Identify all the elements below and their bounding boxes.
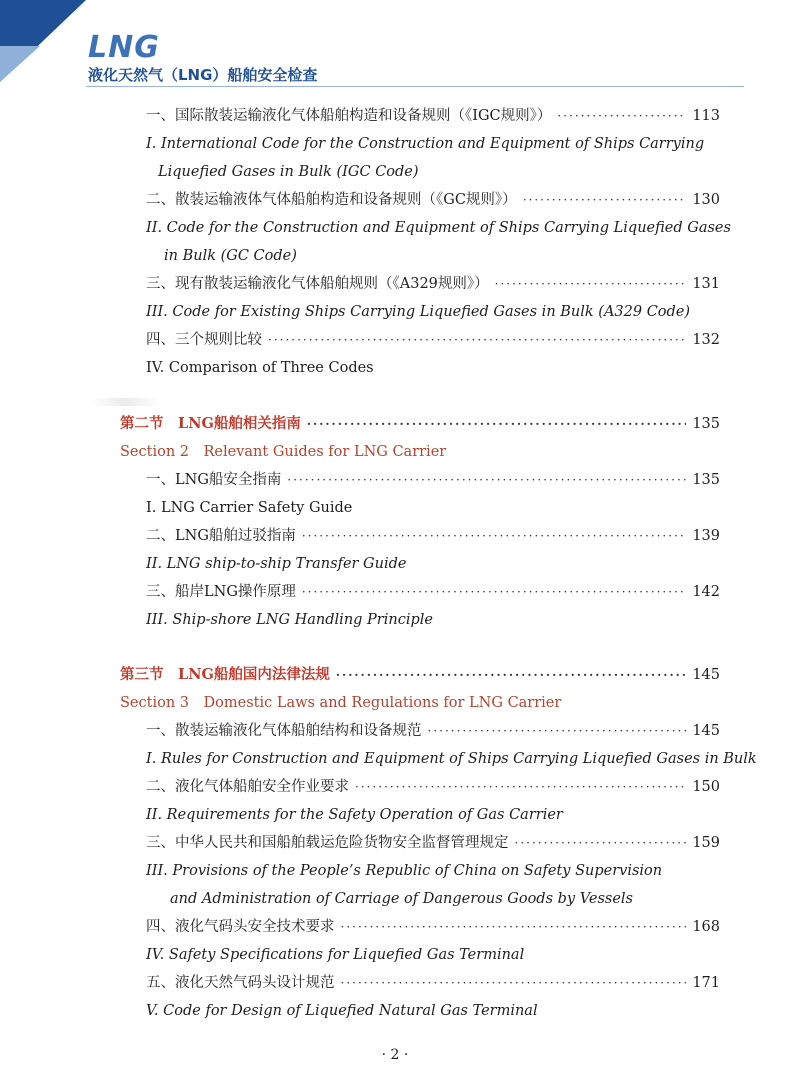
toc-entry-title-zh: 一、LNG船安全指南: [146, 472, 282, 488]
toc-entry: [146, 774, 720, 800]
dot-leader: [307, 411, 686, 437]
toc-entry: [146, 327, 720, 353]
section-title-en: Section 2 Relevant Guides for LNG Carrier: [120, 444, 447, 460]
toc-entry: [146, 271, 720, 297]
dot-leader: [268, 327, 686, 353]
toc-entry-title-en-cont: in Bulk (GC Code): [164, 248, 297, 264]
header-rule: [86, 86, 744, 87]
dot-leader: [557, 103, 686, 129]
toc-entry: [146, 970, 720, 996]
toc-entry: [146, 187, 720, 213]
toc-entry-title-en: I. LNG Carrier Safety Guide: [146, 500, 353, 516]
toc-entry-title-en: II. LNG ship-to-ship Transfer Guide: [146, 556, 407, 572]
header-title: 液化天然气（LNG）船舶安全检查: [88, 66, 318, 84]
toc-entry-title-zh: 四、三个规则比较: [146, 332, 262, 348]
toc-entry-title-zh: 二、散装运输液体气体船舶构造和设备规则（《GC规则》）: [146, 192, 517, 208]
toc-entry: [146, 914, 720, 940]
toc-entry-title-en: IV. Comparison of Three Codes: [146, 360, 374, 376]
toc-entry-title-zh: 三、船岸LNG操作原理: [146, 584, 296, 600]
section-heading: [120, 411, 720, 437]
dot-leader: [302, 523, 686, 549]
header-logo: LNG: [88, 30, 160, 65]
toc-entry-title-zh: 一、国际散装运输液化气体船舶构造和设备规则（《IGC规则》）: [146, 108, 552, 124]
toc-entry-title-zh: 一、散装运输液化气体船舶结构和设备规范: [146, 723, 422, 739]
toc-entry-title-en-cont: Liquefied Gases in Bulk (IGC Code): [158, 164, 419, 180]
toc-entry-title-en: II. Requirements for the Safety Operation of Gas Carrier: [146, 807, 563, 823]
dot-leader: [523, 187, 687, 213]
toc-page-number: 159: [692, 835, 720, 851]
toc-page-number: 150: [692, 779, 720, 795]
toc-entry-title-en: III. Ship-shore LNG Handling Principle: [146, 612, 433, 628]
page-number: · 2 ·: [381, 1047, 409, 1063]
toc-entry-title-zh: 二、液化气体船舶安全作业要求: [146, 779, 349, 795]
toc-page-number: 142: [692, 584, 720, 600]
dot-leader: [495, 271, 687, 297]
toc-page-number: 113: [692, 108, 720, 124]
toc-entry-title-zh: 五、液化天然气码头设计规范: [146, 975, 335, 991]
toc-entry-title-en: I. International Code for the Construction and Equipment of Ships Carrying: [146, 136, 705, 152]
dot-leader: [515, 830, 687, 856]
section-title-zh: 第二节 LNG船舶相关指南: [120, 415, 301, 432]
dot-leader: [428, 718, 687, 744]
toc-entry-title-en: II. Code for the Construction and Equipment of Ships Carrying Liquefied Gases: [146, 220, 731, 236]
toc-page-number: 171: [692, 975, 720, 991]
toc-page-number: 139: [692, 528, 720, 544]
toc-page-number: 135: [692, 416, 720, 432]
toc-page-number: 145: [692, 723, 720, 739]
toc-entry-title-en: V. Code for Design of Liquefied Natural Gas Terminal: [146, 1003, 538, 1019]
section-heading: [120, 662, 720, 688]
section-title-en: Section 3 Domestic Laws and Regulations for LNG Carrier: [120, 695, 562, 711]
page-scuff: [90, 398, 160, 406]
toc-entry: [146, 103, 720, 129]
toc-entry: [146, 830, 720, 856]
toc-entry-title-zh: 二、LNG船舶过驳指南: [146, 528, 296, 544]
toc-page-number: 135: [692, 472, 720, 488]
toc-page-number: 168: [692, 919, 720, 935]
dot-leader: [341, 970, 687, 996]
toc-entry-title-en: I. Rules for Construction and Equipment of Ships Carrying Liquefied Gases in Bulk: [146, 751, 757, 767]
toc-page-number: 131: [692, 276, 720, 292]
toc-entry-title-zh: 三、现有散装运输液化气体船舶规则（《A329规则》）: [146, 276, 489, 292]
dot-leader: [341, 914, 687, 940]
dot-leader: [336, 662, 686, 688]
dot-leader: [302, 579, 686, 605]
toc-entry-title-en: III. Provisions of the People’s Republic of China on Safety Supervision: [146, 863, 663, 879]
toc-entry: [146, 523, 720, 549]
toc-entry: [146, 467, 720, 493]
toc-entry-title-en-cont: and Administration of Carriage of Dangerous Goods by Vessels: [170, 891, 633, 907]
toc-entry-title-zh: 四、液化气码头安全技术要求: [146, 919, 335, 935]
toc-page-number: 130: [692, 192, 720, 208]
toc-page-number: 132: [692, 332, 720, 348]
dot-leader: [355, 774, 686, 800]
toc-entry-title-zh: 三、中华人民共和国船舶载运危险货物安全监督管理规定: [146, 835, 509, 851]
toc-entry: [146, 718, 720, 744]
header-triangle-light: [0, 46, 40, 82]
dot-leader: [287, 467, 686, 493]
toc-page-number: 145: [692, 667, 720, 683]
toc-entry-title-en: IV. Safety Specifications for Liquefied Gas Terminal: [146, 947, 525, 963]
toc-entry: [146, 579, 720, 605]
section-title-zh: 第三节 LNG船舶国内法律法规: [120, 666, 330, 683]
toc-entry-title-en: III. Code for Existing Ships Carrying Liquefied Gases in Bulk (A329 Code): [146, 304, 691, 320]
